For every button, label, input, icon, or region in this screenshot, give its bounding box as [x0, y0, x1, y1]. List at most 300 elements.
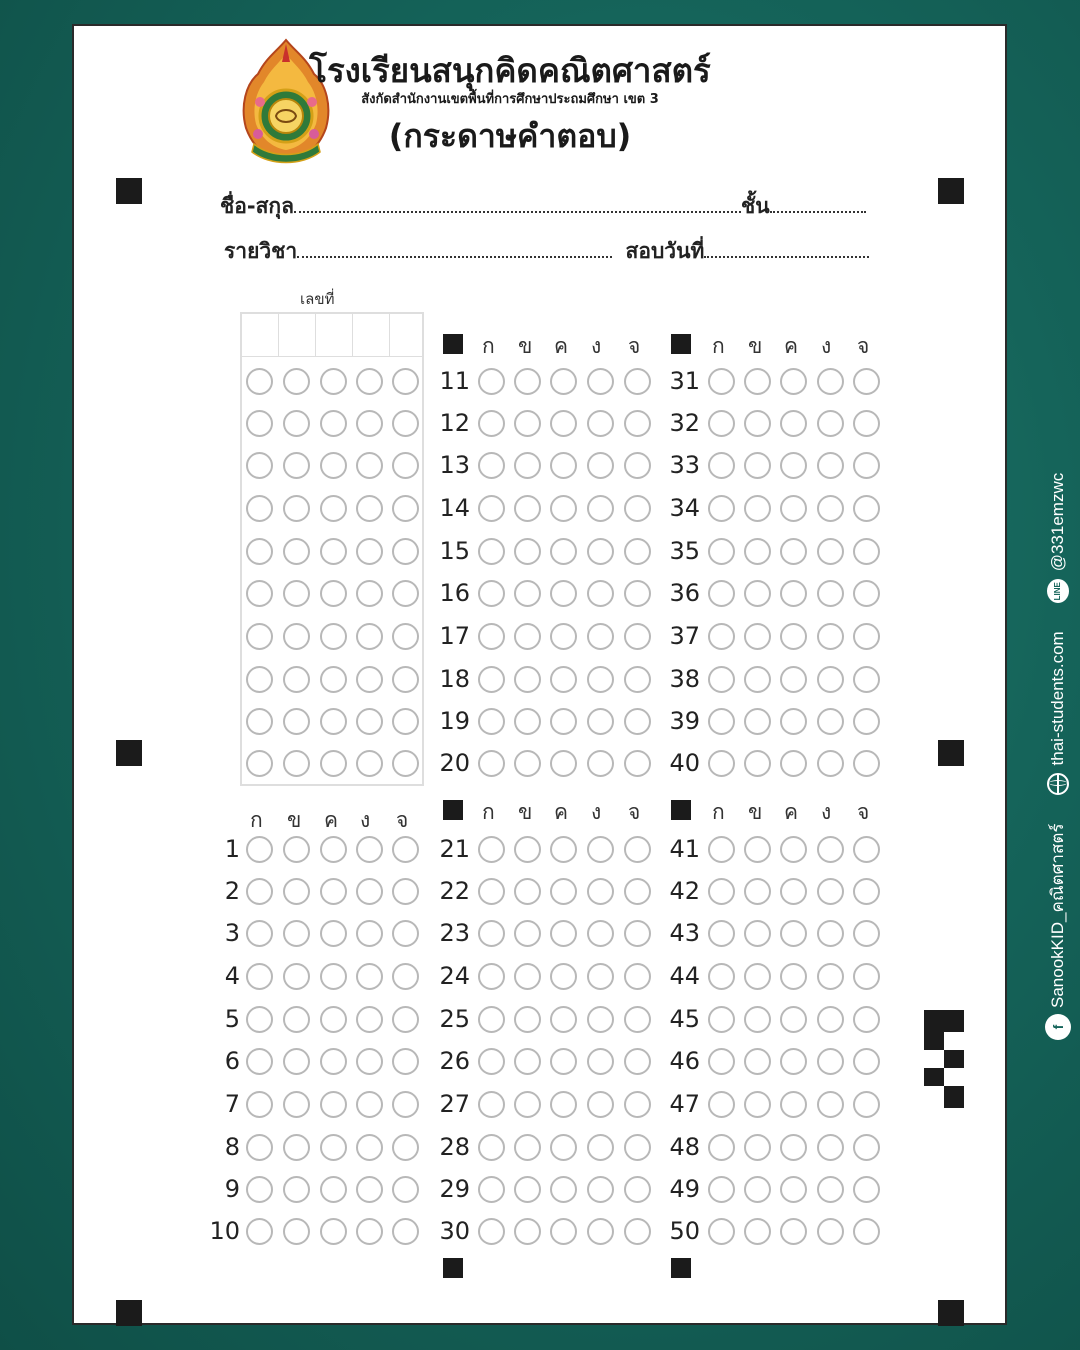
answer-bubble[interactable]: [478, 452, 505, 479]
subject-field[interactable]: [224, 235, 869, 268]
answer-bubble[interactable]: [478, 750, 505, 777]
answer-bubble[interactable]: [246, 878, 273, 905]
answer-bubble[interactable]: [356, 1091, 383, 1118]
answer-bubble[interactable]: [356, 1006, 383, 1033]
answer-bubble[interactable]: [550, 666, 577, 693]
answer-bubble[interactable]: [320, 836, 347, 863]
id-bubble[interactable]: [356, 623, 383, 650]
answer-bubble[interactable]: [478, 666, 505, 693]
id-bubble[interactable]: [320, 495, 347, 522]
answer-bubble[interactable]: [514, 1176, 541, 1203]
id-bubble[interactable]: [392, 623, 419, 650]
answer-bubble[interactable]: [744, 1134, 771, 1161]
answer-bubble[interactable]: [624, 1048, 651, 1075]
name-field[interactable]: [220, 190, 866, 223]
answer-bubble[interactable]: [780, 1176, 807, 1203]
answer-bubble[interactable]: [392, 1048, 419, 1075]
id-bubble[interactable]: [283, 410, 310, 437]
answer-bubble[interactable]: [708, 1218, 735, 1245]
answer-bubble[interactable]: [320, 1091, 347, 1118]
answer-bubble[interactable]: [708, 1091, 735, 1118]
answer-bubble[interactable]: [853, 1218, 880, 1245]
id-bubble[interactable]: [392, 368, 419, 395]
answer-bubble[interactable]: [587, 538, 614, 565]
answer-bubble[interactable]: [550, 368, 577, 395]
answer-bubble[interactable]: [817, 580, 844, 607]
answer-bubble[interactable]: [708, 368, 735, 395]
id-bubble[interactable]: [246, 495, 273, 522]
id-bubble[interactable]: [246, 623, 273, 650]
answer-bubble[interactable]: [853, 368, 880, 395]
answer-bubble[interactable]: [624, 1134, 651, 1161]
answer-bubble[interactable]: [587, 920, 614, 947]
answer-bubble[interactable]: [624, 1006, 651, 1033]
answer-bubble[interactable]: [780, 495, 807, 522]
answer-bubble[interactable]: [708, 1048, 735, 1075]
answer-bubble[interactable]: [853, 495, 880, 522]
answer-bubble[interactable]: [587, 623, 614, 650]
answer-bubble[interactable]: [587, 963, 614, 990]
answer-bubble[interactable]: [514, 1134, 541, 1161]
answer-bubble[interactable]: [624, 580, 651, 607]
answer-bubble[interactable]: [587, 708, 614, 735]
id-bubble[interactable]: [356, 538, 383, 565]
answer-bubble[interactable]: [780, 1134, 807, 1161]
answer-bubble[interactable]: [853, 1091, 880, 1118]
answer-bubble[interactable]: [744, 580, 771, 607]
answer-bubble[interactable]: [246, 1091, 273, 1118]
answer-bubble[interactable]: [853, 836, 880, 863]
answer-bubble[interactable]: [550, 623, 577, 650]
answer-bubble[interactable]: [514, 708, 541, 735]
answer-bubble[interactable]: [514, 963, 541, 990]
id-bubble[interactable]: [356, 495, 383, 522]
answer-bubble[interactable]: [514, 1218, 541, 1245]
answer-bubble[interactable]: [320, 1006, 347, 1033]
answer-bubble[interactable]: [744, 963, 771, 990]
answer-bubble[interactable]: [708, 495, 735, 522]
answer-bubble[interactable]: [587, 368, 614, 395]
answer-bubble[interactable]: [550, 836, 577, 863]
answer-bubble[interactable]: [780, 878, 807, 905]
answer-bubble[interactable]: [744, 623, 771, 650]
id-bubble[interactable]: [320, 708, 347, 735]
id-bubble[interactable]: [320, 538, 347, 565]
answer-bubble[interactable]: [283, 878, 310, 905]
answer-bubble[interactable]: [246, 836, 273, 863]
answer-bubble[interactable]: [587, 580, 614, 607]
answer-bubble[interactable]: [744, 538, 771, 565]
id-bubble[interactable]: [283, 538, 310, 565]
id-bubble[interactable]: [246, 410, 273, 437]
answer-bubble[interactable]: [392, 1176, 419, 1203]
answer-bubble[interactable]: [624, 920, 651, 947]
answer-bubble[interactable]: [780, 666, 807, 693]
answer-bubble[interactable]: [283, 1091, 310, 1118]
answer-bubble[interactable]: [246, 1006, 273, 1033]
id-digit-box[interactable]: [390, 314, 427, 356]
answer-bubble[interactable]: [514, 368, 541, 395]
answer-bubble[interactable]: [853, 963, 880, 990]
answer-bubble[interactable]: [624, 708, 651, 735]
answer-bubble[interactable]: [356, 920, 383, 947]
answer-bubble[interactable]: [550, 1091, 577, 1118]
answer-bubble[interactable]: [550, 920, 577, 947]
answer-bubble[interactable]: [624, 750, 651, 777]
answer-bubble[interactable]: [320, 1218, 347, 1245]
id-bubble[interactable]: [283, 495, 310, 522]
id-bubble[interactable]: [356, 580, 383, 607]
answer-bubble[interactable]: [246, 1218, 273, 1245]
id-bubble[interactable]: [356, 410, 383, 437]
name-blank[interactable]: [294, 197, 741, 213]
id-bubble[interactable]: [283, 750, 310, 777]
answer-bubble[interactable]: [514, 920, 541, 947]
answer-bubble[interactable]: [550, 538, 577, 565]
id-bubble[interactable]: [283, 666, 310, 693]
answer-bubble[interactable]: [708, 878, 735, 905]
answer-bubble[interactable]: [514, 878, 541, 905]
id-bubble[interactable]: [392, 666, 419, 693]
answer-bubble[interactable]: [587, 750, 614, 777]
answer-bubble[interactable]: [780, 1048, 807, 1075]
id-bubble[interactable]: [356, 750, 383, 777]
answer-bubble[interactable]: [550, 1134, 577, 1161]
answer-bubble[interactable]: [708, 410, 735, 437]
answer-bubble[interactable]: [550, 1176, 577, 1203]
answer-bubble[interactable]: [624, 410, 651, 437]
answer-bubble[interactable]: [853, 920, 880, 947]
answer-bubble[interactable]: [356, 1048, 383, 1075]
answer-bubble[interactable]: [744, 1091, 771, 1118]
id-bubble[interactable]: [246, 452, 273, 479]
answer-bubble[interactable]: [817, 1134, 844, 1161]
answer-bubble[interactable]: [550, 452, 577, 479]
answer-bubble[interactable]: [478, 1006, 505, 1033]
answer-bubble[interactable]: [708, 623, 735, 650]
answer-bubble[interactable]: [817, 410, 844, 437]
id-bubble[interactable]: [283, 452, 310, 479]
id-bubble[interactable]: [392, 750, 419, 777]
answer-bubble[interactable]: [744, 452, 771, 479]
answer-bubble[interactable]: [780, 368, 807, 395]
answer-bubble[interactable]: [550, 963, 577, 990]
answer-bubble[interactable]: [550, 1048, 577, 1075]
answer-bubble[interactable]: [514, 580, 541, 607]
answer-bubble[interactable]: [320, 1176, 347, 1203]
answer-bubble[interactable]: [708, 963, 735, 990]
answer-bubble[interactable]: [478, 708, 505, 735]
id-bubble[interactable]: [283, 368, 310, 395]
answer-bubble[interactable]: [853, 666, 880, 693]
id-bubble[interactable]: [392, 495, 419, 522]
answer-bubble[interactable]: [514, 410, 541, 437]
id-bubble[interactable]: [356, 666, 383, 693]
answer-bubble[interactable]: [587, 1006, 614, 1033]
answer-bubble[interactable]: [853, 708, 880, 735]
answer-bubble[interactable]: [817, 452, 844, 479]
answer-bubble[interactable]: [853, 1176, 880, 1203]
answer-bubble[interactable]: [624, 1176, 651, 1203]
answer-bubble[interactable]: [817, 1091, 844, 1118]
answer-bubble[interactable]: [478, 836, 505, 863]
answer-bubble[interactable]: [514, 538, 541, 565]
answer-bubble[interactable]: [853, 1134, 880, 1161]
id-bubble[interactable]: [246, 666, 273, 693]
line-id[interactable]: @331emzwc: [1047, 472, 1067, 572]
answer-bubble[interactable]: [356, 1134, 383, 1161]
answer-bubble[interactable]: [817, 495, 844, 522]
answer-bubble[interactable]: [853, 580, 880, 607]
answer-bubble[interactable]: [392, 836, 419, 863]
answer-bubble[interactable]: [478, 368, 505, 395]
answer-bubble[interactable]: [744, 878, 771, 905]
answer-bubble[interactable]: [587, 1176, 614, 1203]
answer-bubble[interactable]: [550, 495, 577, 522]
id-bubble[interactable]: [283, 623, 310, 650]
answer-bubble[interactable]: [246, 920, 273, 947]
answer-bubble[interactable]: [817, 623, 844, 650]
answer-bubble[interactable]: [817, 708, 844, 735]
id-digit-box[interactable]: [353, 314, 390, 356]
answer-bubble[interactable]: [514, 1006, 541, 1033]
answer-bubble[interactable]: [514, 666, 541, 693]
answer-bubble[interactable]: [780, 410, 807, 437]
answer-bubble[interactable]: [817, 538, 844, 565]
answer-bubble[interactable]: [478, 1134, 505, 1161]
answer-bubble[interactable]: [744, 1006, 771, 1033]
answer-bubble[interactable]: [853, 1048, 880, 1075]
answer-bubble[interactable]: [817, 666, 844, 693]
answer-bubble[interactable]: [708, 1134, 735, 1161]
answer-bubble[interactable]: [478, 1091, 505, 1118]
id-bubble[interactable]: [246, 708, 273, 735]
answer-bubble[interactable]: [744, 666, 771, 693]
answer-bubble[interactable]: [817, 1048, 844, 1075]
id-bubble[interactable]: [246, 538, 273, 565]
answer-bubble[interactable]: [817, 1006, 844, 1033]
answer-bubble[interactable]: [514, 623, 541, 650]
answer-bubble[interactable]: [587, 495, 614, 522]
answer-bubble[interactable]: [744, 920, 771, 947]
answer-bubble[interactable]: [624, 495, 651, 522]
answer-bubble[interactable]: [624, 368, 651, 395]
answer-bubble[interactable]: [587, 410, 614, 437]
answer-bubble[interactable]: [320, 1134, 347, 1161]
id-bubble[interactable]: [320, 623, 347, 650]
answer-bubble[interactable]: [246, 1134, 273, 1161]
answer-bubble[interactable]: [550, 708, 577, 735]
answer-bubble[interactable]: [478, 920, 505, 947]
answer-bubble[interactable]: [550, 410, 577, 437]
answer-bubble[interactable]: [780, 1218, 807, 1245]
answer-bubble[interactable]: [320, 963, 347, 990]
answer-bubble[interactable]: [587, 666, 614, 693]
id-bubble[interactable]: [246, 368, 273, 395]
answer-bubble[interactable]: [780, 750, 807, 777]
id-bubble[interactable]: [283, 708, 310, 735]
answer-bubble[interactable]: [478, 410, 505, 437]
answer-bubble[interactable]: [780, 836, 807, 863]
answer-bubble[interactable]: [817, 920, 844, 947]
answer-bubble[interactable]: [853, 750, 880, 777]
answer-bubble[interactable]: [708, 750, 735, 777]
id-bubble[interactable]: [320, 368, 347, 395]
id-bubble[interactable]: [246, 580, 273, 607]
answer-bubble[interactable]: [708, 920, 735, 947]
id-bubble[interactable]: [246, 750, 273, 777]
answer-bubble[interactable]: [817, 836, 844, 863]
answer-bubble[interactable]: [624, 623, 651, 650]
answer-bubble[interactable]: [624, 963, 651, 990]
answer-bubble[interactable]: [624, 1218, 651, 1245]
answer-bubble[interactable]: [853, 1006, 880, 1033]
answer-bubble[interactable]: [283, 836, 310, 863]
answer-bubble[interactable]: [817, 963, 844, 990]
answer-bubble[interactable]: [550, 750, 577, 777]
answer-bubble[interactable]: [817, 368, 844, 395]
id-bubble[interactable]: [356, 708, 383, 735]
answer-bubble[interactable]: [283, 1176, 310, 1203]
answer-bubble[interactable]: [356, 878, 383, 905]
answer-bubble[interactable]: [478, 623, 505, 650]
subject-blank[interactable]: [297, 242, 612, 258]
id-digit-box[interactable]: [242, 314, 279, 356]
answer-bubble[interactable]: [853, 452, 880, 479]
id-digit-box[interactable]: [279, 314, 316, 356]
answer-bubble[interactable]: [708, 708, 735, 735]
answer-bubble[interactable]: [392, 920, 419, 947]
answer-bubble[interactable]: [392, 963, 419, 990]
answer-bubble[interactable]: [587, 878, 614, 905]
answer-bubble[interactable]: [587, 1218, 614, 1245]
answer-bubble[interactable]: [478, 963, 505, 990]
answer-bubble[interactable]: [320, 920, 347, 947]
answer-bubble[interactable]: [780, 538, 807, 565]
answer-bubble[interactable]: [624, 836, 651, 863]
id-bubble[interactable]: [392, 410, 419, 437]
id-digit-box[interactable]: [316, 314, 353, 356]
answer-bubble[interactable]: [283, 1134, 310, 1161]
answer-bubble[interactable]: [550, 1006, 577, 1033]
answer-bubble[interactable]: [624, 452, 651, 479]
answer-bubble[interactable]: [780, 452, 807, 479]
id-bubble[interactable]: [320, 750, 347, 777]
id-bubble[interactable]: [356, 452, 383, 479]
answer-bubble[interactable]: [624, 538, 651, 565]
answer-bubble[interactable]: [478, 1048, 505, 1075]
answer-bubble[interactable]: [392, 1091, 419, 1118]
answer-bubble[interactable]: [744, 1218, 771, 1245]
answer-bubble[interactable]: [708, 452, 735, 479]
answer-bubble[interactable]: [744, 750, 771, 777]
answer-bubble[interactable]: [587, 452, 614, 479]
answer-bubble[interactable]: [624, 1091, 651, 1118]
answer-bubble[interactable]: [780, 708, 807, 735]
answer-bubble[interactable]: [392, 1006, 419, 1033]
answer-bubble[interactable]: [478, 878, 505, 905]
answer-bubble[interactable]: [853, 410, 880, 437]
answer-bubble[interactable]: [708, 580, 735, 607]
answer-bubble[interactable]: [817, 1218, 844, 1245]
answer-bubble[interactable]: [550, 1218, 577, 1245]
answer-bubble[interactable]: [587, 1048, 614, 1075]
answer-bubble[interactable]: [392, 878, 419, 905]
id-bubble[interactable]: [320, 452, 347, 479]
answer-bubble[interactable]: [392, 1134, 419, 1161]
answer-bubble[interactable]: [283, 920, 310, 947]
answer-bubble[interactable]: [356, 963, 383, 990]
answer-bubble[interactable]: [514, 1091, 541, 1118]
answer-bubble[interactable]: [514, 750, 541, 777]
answer-bubble[interactable]: [550, 878, 577, 905]
answer-bubble[interactable]: [624, 666, 651, 693]
id-bubble[interactable]: [392, 452, 419, 479]
answer-bubble[interactable]: [744, 836, 771, 863]
answer-bubble[interactable]: [817, 1176, 844, 1203]
answer-bubble[interactable]: [744, 368, 771, 395]
answer-bubble[interactable]: [817, 750, 844, 777]
answer-bubble[interactable]: [708, 1006, 735, 1033]
id-bubble[interactable]: [392, 580, 419, 607]
answer-bubble[interactable]: [478, 495, 505, 522]
answer-bubble[interactable]: [780, 623, 807, 650]
answer-bubble[interactable]: [587, 1091, 614, 1118]
id-bubble[interactable]: [356, 368, 383, 395]
answer-bubble[interactable]: [744, 410, 771, 437]
answer-bubble[interactable]: [283, 1218, 310, 1245]
answer-bubble[interactable]: [587, 836, 614, 863]
answer-bubble[interactable]: [514, 836, 541, 863]
answer-bubble[interactable]: [708, 666, 735, 693]
answer-bubble[interactable]: [283, 963, 310, 990]
answer-bubble[interactable]: [478, 580, 505, 607]
answer-bubble[interactable]: [744, 1176, 771, 1203]
id-bubble[interactable]: [392, 538, 419, 565]
answer-bubble[interactable]: [514, 495, 541, 522]
answer-bubble[interactable]: [392, 1218, 419, 1245]
id-bubble[interactable]: [392, 708, 419, 735]
answer-bubble[interactable]: [587, 1134, 614, 1161]
class-blank[interactable]: [770, 197, 866, 213]
id-bubble[interactable]: [283, 580, 310, 607]
answer-bubble[interactable]: [708, 836, 735, 863]
answer-bubble[interactable]: [320, 1048, 347, 1075]
answer-bubble[interactable]: [356, 1176, 383, 1203]
id-bubble[interactable]: [320, 580, 347, 607]
answer-bubble[interactable]: [853, 623, 880, 650]
answer-bubble[interactable]: [320, 878, 347, 905]
answer-bubble[interactable]: [744, 1048, 771, 1075]
answer-bubble[interactable]: [853, 538, 880, 565]
date-blank[interactable]: [704, 242, 869, 258]
id-bubble[interactable]: [320, 410, 347, 437]
answer-bubble[interactable]: [780, 580, 807, 607]
answer-bubble[interactable]: [283, 1048, 310, 1075]
answer-bubble[interactable]: [356, 1218, 383, 1245]
answer-bubble[interactable]: [246, 1176, 273, 1203]
answer-bubble[interactable]: [624, 878, 651, 905]
answer-bubble[interactable]: [780, 920, 807, 947]
facebook-handle[interactable]: SanookKID_คณิตศาสตร์: [1048, 823, 1067, 1008]
answer-bubble[interactable]: [356, 836, 383, 863]
answer-bubble[interactable]: [246, 1048, 273, 1075]
answer-bubble[interactable]: [246, 963, 273, 990]
answer-bubble[interactable]: [478, 1218, 505, 1245]
answer-bubble[interactable]: [780, 1006, 807, 1033]
answer-bubble[interactable]: [744, 708, 771, 735]
answer-bubble[interactable]: [550, 580, 577, 607]
